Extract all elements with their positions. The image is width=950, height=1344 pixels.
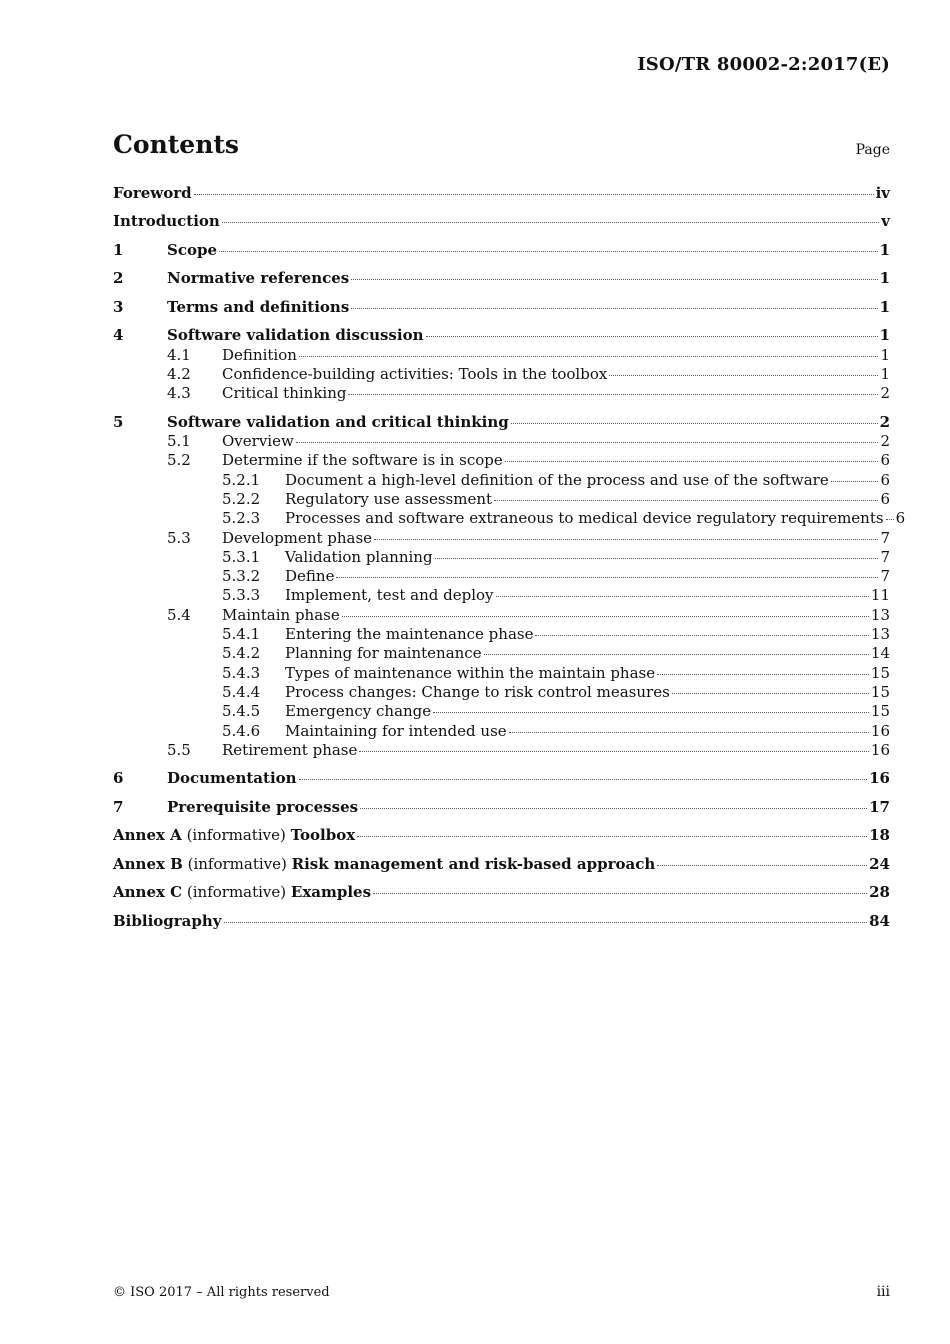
toc-entry-title	[285, 625, 533, 644]
toc-entry-page: 84	[869, 911, 890, 930]
dot-leader	[336, 577, 878, 578]
toc-entry-title	[285, 509, 884, 528]
dot-leader	[299, 779, 868, 780]
toc-entry-number: 6	[113, 769, 124, 788]
toc-entry-page: 7	[880, 528, 890, 547]
toc-entry-page: 2	[879, 412, 890, 431]
toc-entry[interactable]	[113, 702, 890, 721]
toc-entry-title-text: Validation planning	[285, 547, 433, 566]
dot-leader	[351, 308, 877, 309]
toc-entry-page: iv	[875, 184, 890, 202]
toc-entry-page: 16	[870, 740, 890, 759]
dot-leader	[509, 732, 869, 733]
toc-entry-title	[285, 722, 507, 741]
dot-leader	[299, 356, 879, 357]
toc-entry[interactable]	[113, 883, 890, 902]
toc-entry[interactable]	[113, 586, 890, 605]
toc-entry-number: 3	[113, 297, 124, 316]
toc-entry-title	[167, 798, 358, 817]
toc-entry-title-text: Annex B	[113, 854, 183, 873]
toc-entry-number: 5.5	[167, 740, 191, 759]
toc-entry-subtitle: Examples	[290, 883, 372, 902]
toc-entry-title	[222, 384, 346, 403]
page-column-label: Page	[855, 142, 890, 158]
toc-entry-number: 1	[113, 240, 124, 259]
toc-entry-title-text: Planning for maintenance	[285, 644, 482, 663]
toc-entry-number: 5.3	[167, 528, 191, 547]
toc-entry[interactable]	[113, 664, 890, 683]
toc-entry-title	[285, 586, 494, 605]
toc-entry-title-text: Regulatory use assessment	[285, 489, 493, 508]
toc-entry-title	[285, 664, 655, 683]
toc-entry-page: 6	[880, 489, 890, 508]
toc-entry-title	[167, 326, 424, 345]
toc-entry-title-text: Terms and definitions	[167, 297, 350, 316]
dot-leader	[433, 712, 869, 713]
toc-entry-title	[113, 826, 355, 845]
toc-entry-title-text: Emergency change	[285, 702, 432, 721]
toc-entry[interactable]	[113, 722, 890, 741]
document-id: ISO/TR 80002-2:2017(E)	[637, 54, 890, 75]
dot-leader	[348, 394, 878, 395]
toc-entry-number: 4.1	[167, 345, 191, 364]
toc-entry-title	[167, 269, 349, 288]
toc-entry-title-text: Bibliography	[113, 911, 222, 930]
contents-title: Contents	[113, 130, 240, 159]
toc-entry-page: 7	[880, 567, 890, 586]
toc-entry-number: 5.4.6	[222, 721, 261, 740]
dot-leader	[511, 423, 878, 424]
dot-leader	[672, 693, 869, 694]
toc-entry-page: 1	[879, 326, 890, 345]
dot-leader	[296, 442, 879, 443]
toc-entry[interactable]	[113, 184, 890, 203]
toc-entry-title	[113, 883, 371, 902]
dot-leader	[657, 865, 867, 866]
toc-entry-number: 4.3	[167, 384, 191, 403]
toc-entry[interactable]	[113, 625, 890, 644]
toc-entry-number: 2	[113, 269, 124, 288]
toc-entry-number: 5.4.5	[222, 702, 261, 721]
toc-entry-title	[222, 606, 340, 625]
toc-entry-number: 5.3.1	[222, 547, 261, 566]
toc-entry-title-text: Overview	[222, 432, 294, 451]
dot-leader	[496, 596, 869, 597]
dot-leader	[657, 674, 869, 675]
toc-entry[interactable]	[113, 346, 890, 365]
toc-entry-page: 1	[879, 297, 890, 316]
toc-entry[interactable]	[113, 384, 890, 403]
toc-entry[interactable]	[113, 298, 890, 317]
toc-entry-title-text: Entering the maintenance phase	[285, 625, 534, 644]
toc-entry-title	[285, 644, 482, 663]
dot-leader	[360, 808, 867, 809]
toc-entry-page: 13	[870, 605, 890, 624]
toc-entry[interactable]	[113, 606, 890, 625]
toc-entry-page: 15	[870, 682, 890, 701]
toc-entry-title-text: Process changes: Change to risk control measures	[285, 682, 670, 701]
toc-entry-page: 14	[870, 644, 890, 663]
toc-entry-page: 17	[869, 797, 890, 816]
toc-entry-title	[285, 567, 334, 586]
toc-entry-subtitle: Risk management and risk-based approach	[291, 854, 656, 873]
toc-entry-title	[222, 741, 357, 760]
toc-entry[interactable]	[113, 241, 890, 260]
toc-entry[interactable]	[113, 326, 890, 345]
toc-entry-title-text: Determine if the software is in scope	[222, 451, 503, 470]
toc-entry-title-text: Normative references	[167, 269, 350, 288]
toc-entry-title	[222, 346, 297, 365]
toc-entry[interactable]	[113, 509, 906, 528]
toc-entry-number: 5.4.2	[222, 644, 261, 663]
toc-entry[interactable]	[113, 741, 890, 760]
dot-leader	[357, 836, 867, 837]
dot-leader	[831, 481, 879, 482]
dot-leader	[494, 500, 878, 501]
dot-leader	[222, 222, 879, 223]
toc-entry-page: 13	[870, 625, 890, 644]
toc-entry[interactable]	[113, 490, 890, 509]
toc-entry-page: 7	[880, 547, 890, 566]
toc-entry[interactable]	[113, 413, 890, 432]
dot-leader	[886, 519, 894, 520]
toc-entry-number: 5.2.1	[222, 470, 261, 489]
toc-entry-title	[222, 529, 372, 548]
toc-entry-number: 7	[113, 797, 124, 816]
toc-entry-page: 1	[880, 345, 890, 364]
toc-entry-page: v	[881, 212, 890, 231]
toc-entry-qualifier: (informative)	[182, 854, 292, 873]
toc-entry-title-text: Introduction	[113, 212, 220, 231]
toc-entry-title-text: Scope	[167, 240, 218, 259]
dot-leader	[224, 922, 868, 923]
toc-entry-number: 5.4.4	[222, 682, 261, 701]
toc-entry[interactable]	[113, 798, 890, 817]
toc-entry-title-text: Maintain phase	[222, 605, 340, 624]
toc-entry-title-text: Foreword	[113, 184, 192, 202]
toc-entry-title	[167, 241, 217, 260]
toc-entry-title-text: Document a high-level definition of the process and use of the software	[285, 470, 829, 489]
dot-leader	[609, 375, 878, 376]
toc-entry-number: 5.4.1	[222, 625, 261, 644]
toc-entry[interactable]	[113, 912, 890, 931]
toc-entry-page: 6	[895, 509, 906, 528]
toc-entry-subtitle: Toolbox	[290, 826, 356, 845]
toc-entry-title	[285, 683, 670, 702]
toc-entry-title-text: Retirement phase	[222, 740, 358, 759]
toc-entry-page: 2	[880, 384, 890, 403]
toc-entry-title	[167, 413, 509, 432]
toc-entry-number: 5.2.2	[222, 489, 261, 508]
toc-entry-title-text: Software validation discussion	[167, 326, 424, 345]
toc-entry-number: 5.2	[167, 451, 191, 470]
toc-entry-number: 4.2	[167, 365, 191, 384]
toc-entry-page: 1	[879, 269, 890, 288]
toc-entry[interactable]	[113, 548, 890, 567]
toc-entry-qualifier: (informative)	[182, 883, 291, 902]
dot-leader	[194, 194, 874, 195]
toc-entry[interactable]	[113, 529, 890, 548]
toc-entry[interactable]	[113, 826, 890, 845]
toc-entry-number: 5.4	[167, 605, 191, 624]
toc-entry-title	[167, 769, 297, 788]
dot-leader	[342, 616, 869, 617]
toc-entry-title-text: Prerequisite processes	[167, 797, 359, 816]
toc-entry-number: 5.3.2	[222, 567, 261, 586]
toc-entry-page: 18	[869, 826, 890, 845]
toc-entry-page: 6	[880, 470, 890, 489]
toc-entry-page: 24	[869, 854, 890, 873]
toc-entry-number: 5.4.3	[222, 663, 261, 682]
toc-entry-title	[285, 548, 433, 567]
toc-entry[interactable]	[113, 683, 890, 702]
toc-entry-qualifier: (informative)	[181, 826, 291, 845]
toc-entry-title-text: Define	[285, 567, 335, 586]
table-of-contents	[113, 184, 906, 931]
toc-entry[interactable]	[113, 769, 890, 788]
toc-entry-page: 6	[880, 451, 890, 470]
toc-entry-title-text: Confidence-building activities: Tools in the toolbox	[222, 365, 608, 384]
toc-entry-page: 1	[880, 365, 890, 384]
toc-entry-title	[167, 298, 349, 317]
toc-entry-number: 5.1	[167, 432, 191, 451]
toc-entry-title-text: Processes and software extraneous to medical device regulatory requirements	[285, 509, 884, 528]
dot-leader	[219, 251, 878, 252]
footer-copyright: © ISO 2017 – All rights reserved	[113, 1285, 330, 1300]
footer-page-number: iii	[876, 1284, 890, 1300]
toc-entry[interactable]	[113, 567, 890, 586]
dot-leader	[426, 336, 878, 337]
toc-entry-page: 11	[870, 586, 890, 605]
toc-entry-page: 16	[869, 769, 890, 788]
dot-leader	[435, 558, 879, 559]
dot-leader	[359, 751, 869, 752]
toc-entry-number: 4	[113, 326, 124, 345]
toc-entry[interactable]	[113, 212, 890, 231]
toc-entry-page: 1	[879, 240, 890, 259]
toc-entry-title-text: Software validation and critical thinking	[167, 412, 509, 431]
dot-leader	[484, 654, 869, 655]
dot-leader	[373, 893, 867, 894]
toc-entry-number: 5	[113, 412, 124, 431]
dot-leader	[374, 539, 878, 540]
toc-entry-title-text: Types of maintenance within the maintain phase	[285, 663, 656, 682]
toc-entry[interactable]	[113, 471, 890, 490]
toc-entry[interactable]	[113, 432, 890, 451]
toc-entry-page: 15	[870, 663, 890, 682]
toc-entry[interactable]	[113, 451, 890, 470]
toc-entry-title-text: Annex A	[113, 826, 182, 845]
toc-entry[interactable]	[113, 855, 890, 874]
toc-entry[interactable]	[113, 644, 890, 663]
toc-entry-title-text: Definition	[222, 345, 297, 364]
toc-entry-number: 5.2.3	[222, 509, 261, 528]
toc-entry-title-text: Documentation	[167, 769, 297, 788]
toc-entry-title	[222, 432, 294, 451]
toc-entry-title	[285, 471, 829, 490]
toc-entry-page: 28	[869, 883, 890, 902]
toc-entry-title	[222, 451, 503, 470]
toc-entry-page: 16	[870, 721, 890, 740]
toc-entry-title	[285, 490, 492, 509]
toc-entry[interactable]	[113, 365, 890, 384]
toc-entry-title	[113, 212, 220, 231]
toc-entry-page: 15	[870, 702, 890, 721]
toc-entry-title	[222, 365, 607, 384]
toc-entry-number: 5.3.3	[222, 586, 261, 605]
toc-entry-page: 2	[880, 432, 890, 451]
toc-entry[interactable]	[113, 269, 890, 288]
toc-entry-title	[113, 855, 655, 874]
toc-entry-title-text: Implement, test and deploy	[285, 586, 494, 605]
toc-entry-title	[285, 702, 431, 721]
toc-entry-title-text: Development phase	[222, 528, 373, 547]
dot-leader	[505, 461, 879, 462]
toc-entry-title	[113, 184, 192, 203]
toc-entry-title	[113, 912, 222, 931]
dot-leader	[535, 635, 868, 636]
dot-leader	[351, 279, 877, 280]
toc-entry-title-text: Annex C	[113, 883, 183, 902]
toc-entry-title-text: Critical thinking	[222, 384, 347, 403]
toc-entry-title-text: Maintaining for intended use	[285, 721, 507, 740]
